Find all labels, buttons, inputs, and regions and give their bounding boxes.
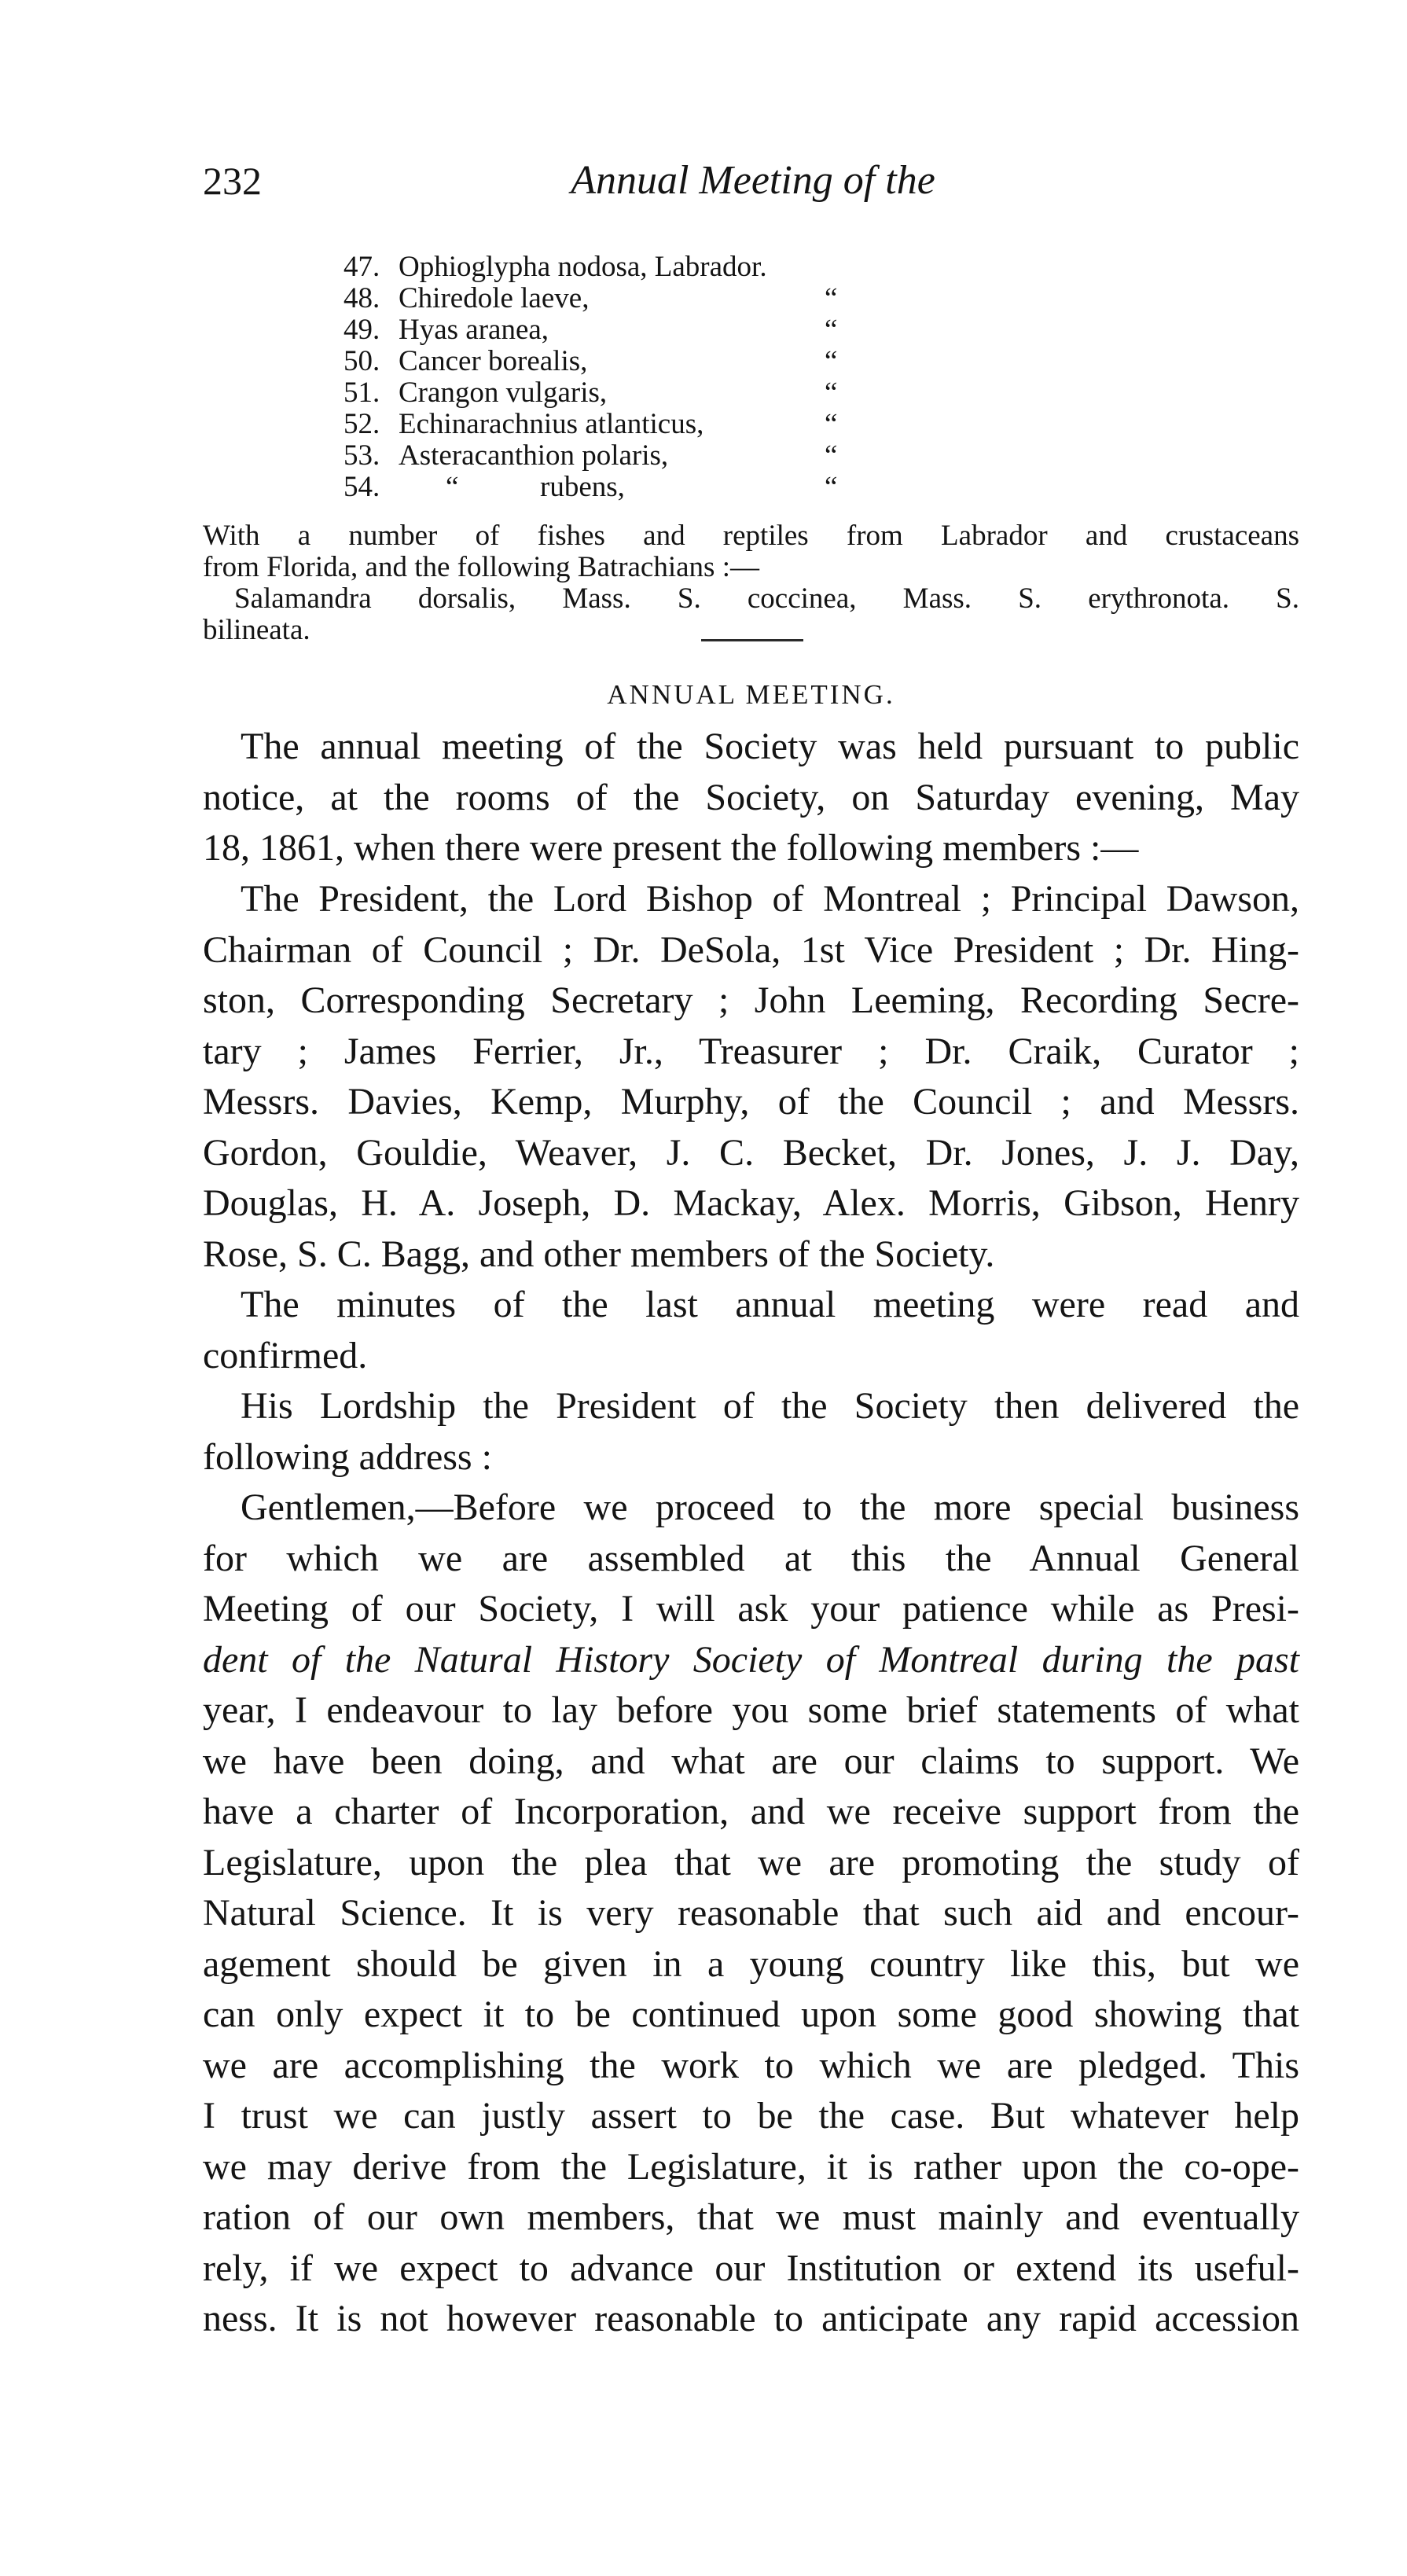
text-line: can only expect it to be continued upon some good showing that	[203, 1994, 1299, 2035]
text-line: from Florida, and the following Batrachians :—	[203, 551, 759, 583]
ditto-mark: “	[825, 377, 838, 409]
text-line: ness. It is not however reasonable to anticipate any rapid accession	[203, 2298, 1299, 2339]
species-number: 50.	[343, 345, 380, 377]
text-line: I trust we can justly assert to be the case. But whatever help	[203, 2095, 1299, 2137]
section-heading: ANNUAL MEETING.	[607, 679, 895, 710]
salamandra-note	[203, 583, 1299, 646]
page-number: 232	[203, 159, 262, 203]
species-number: 49.	[343, 314, 380, 346]
text-line: rely, if we expect to advance our Institution or extend its useful-	[203, 2247, 1299, 2289]
text-line: The President, the Lord Bishop of Montreal ; Principal Dawson,	[241, 878, 1299, 920]
text-line: Gordon, Gouldie, Weaver, J. C. Becket, Dr. Jones, J. J. Day,	[203, 1131, 1299, 1174]
text-line: ston, Corresponding Secretary ; John Leeming, Recording Secre-	[203, 979, 1299, 1021]
text-line: Legislature, upon the plea that we are promoting the study of	[203, 1841, 1299, 1883]
species-name: Cancer borealis,	[399, 345, 588, 377]
ditto-mark: “	[825, 345, 838, 377]
page-header	[203, 157, 1299, 228]
text-line: Rose, S. C. Bagg, and other members of the Society.	[203, 1233, 995, 1275]
text-line: Douglas, H. A. Joseph, D. Mackay, Alex. Morris, Gibson, Henry	[203, 1182, 1299, 1224]
text-line: The annual meeting of the Society was held pursuant to public	[241, 726, 1299, 767]
species-number: 48.	[343, 282, 380, 314]
species-item	[343, 440, 988, 472]
paragraph-minutes	[203, 1280, 1299, 1381]
text-line: tary ; James Ferrier, Jr., Treasurer ; Dr. Craik, Curator ;	[203, 1030, 1299, 1072]
species-name: Echinarachnius atlanticus,	[399, 408, 704, 440]
text-line: ration of our own members, that we must mainly and eventually	[203, 2196, 1299, 2238]
text-line: Salamandra dorsalis, Mass. S. coccinea, Mass. S. erythronota. S.	[234, 582, 1299, 615]
species-item	[343, 472, 988, 503]
species-item	[343, 252, 988, 283]
text-line: Meeting of our Society, I will ask your patience while as Presi-	[203, 1588, 1299, 1630]
text-line: Natural Science. It is very reasonable that such aid and encour-	[203, 1892, 1299, 1934]
text-line: we are accomplishing the work to which we are pledged. This	[203, 2044, 1299, 2086]
ditto-mark: “	[825, 439, 838, 472]
text-line: have a charter of Incorporation, and we receive support from the	[203, 1791, 1299, 1832]
text-line: agement should be given in a young country like this, but we	[203, 1942, 1299, 1985]
species-item	[343, 377, 988, 409]
species-name: Ophioglypha nodosa, Labrador.	[399, 251, 767, 283]
text-line: for which we are assembled at this the Annual General	[203, 1537, 1299, 1579]
species-item	[343, 409, 988, 440]
text-line: following address :	[203, 1435, 492, 1478]
species-item	[343, 283, 988, 314]
text-line: we have been doing, and what are our claims to support. We	[203, 1740, 1299, 1782]
text-line: With a number of fishes and reptiles from Labrador and crustaceans	[203, 520, 1299, 552]
ditto-mark: “	[825, 282, 838, 314]
species-number: 51.	[343, 377, 380, 409]
species-item	[343, 314, 988, 346]
ditto-mark: “	[825, 471, 838, 503]
paragraph-members-present	[203, 874, 1299, 1280]
text-line: bilineata.	[203, 614, 310, 646]
text-line: year, I endeavour to lay before you some brief statements of what	[203, 1689, 1299, 1731]
text-line: Messrs. Davies, Kemp, Murphy, of the Council ; and Messrs.	[203, 1081, 1299, 1123]
text-line: we may derive from the Legislature, it is rather upon the co-ope-	[203, 2145, 1299, 2188]
species-name: Crangon vulgaris,	[399, 377, 608, 409]
species-number: 54.	[343, 471, 380, 503]
text-line: confirmed.	[203, 1334, 368, 1376]
species-name: Asteracanthion polaris,	[399, 439, 669, 472]
text-line-italic: dent of the Natural History Society of Montreal during the past	[203, 1638, 1299, 1681]
species-item	[343, 346, 988, 377]
ditto-mark: “	[825, 314, 838, 346]
text-line: 18, 1861, when there were present the following members :—	[203, 827, 1139, 869]
paragraph-address-intro	[203, 1381, 1299, 1483]
fishes-note	[203, 520, 1299, 583]
ditto-mark: “	[446, 471, 459, 503]
text-line: Gentlemen,—Before we proceed to the more special business	[241, 1486, 1299, 1528]
species-number: 47.	[343, 251, 380, 283]
species-list	[343, 252, 988, 503]
text-line: notice, at the rooms of the Society, on Saturday evening, May	[203, 776, 1299, 818]
text-line: His Lordship the President of the Society then delivered the	[241, 1385, 1299, 1427]
text-line: Chairman of Council ; Dr. DeSola, 1st Vice President ; Dr. Hing-	[203, 928, 1299, 971]
section-divider	[701, 639, 803, 641]
species-number: 53.	[343, 439, 380, 472]
paragraph-address	[203, 1483, 1299, 2345]
species-number: 52.	[343, 408, 380, 440]
species-name: Chiredole laeve,	[399, 282, 590, 314]
running-head: Annual Meeting of the	[571, 158, 935, 203]
species-name: Hyas aranea,	[399, 314, 549, 346]
text-line: The minutes of the last annual meeting were read and	[241, 1284, 1299, 1325]
ditto-mark: “	[825, 408, 838, 440]
paragraph-annual-meeting	[203, 722, 1299, 874]
species-name: rubens,	[540, 471, 625, 503]
